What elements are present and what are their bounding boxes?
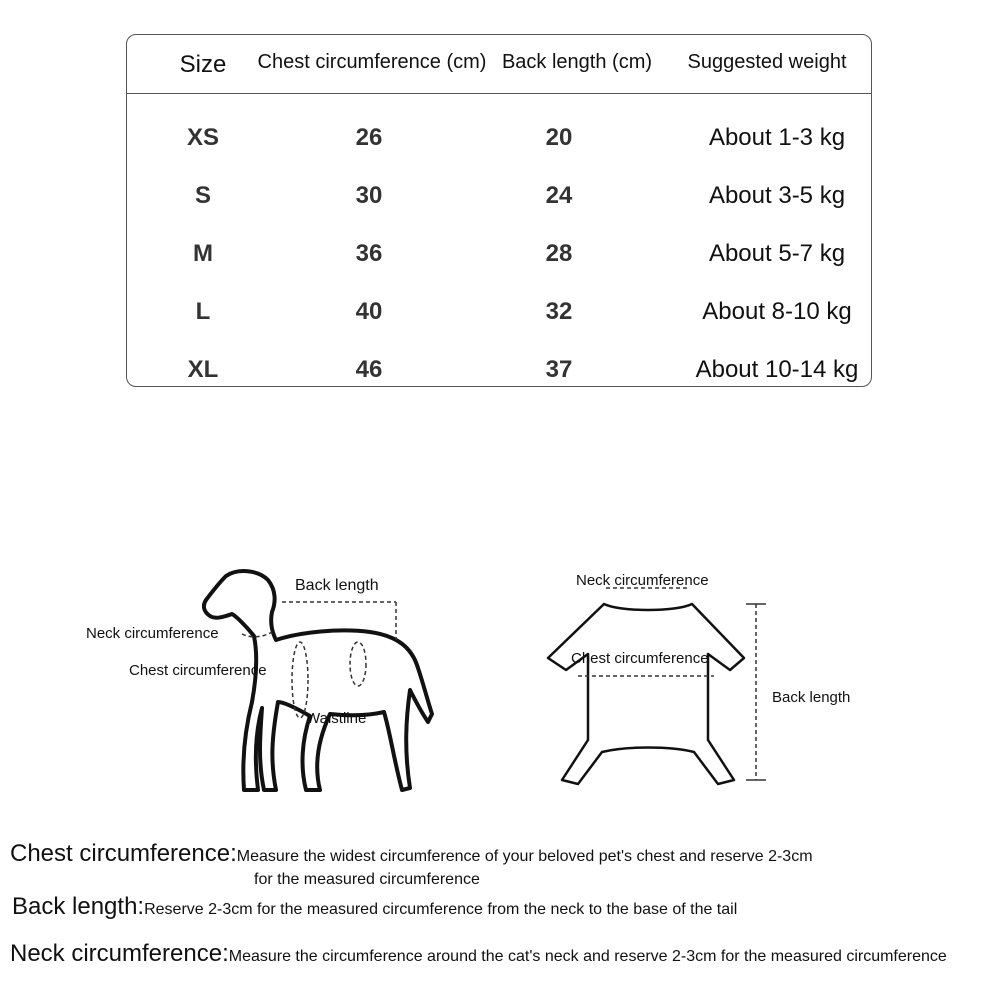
- garment-back-length-label: Back length: [772, 689, 851, 706]
- weight-value: About 8-10 kg: [702, 298, 852, 325]
- note-term: Chest circumference:: [10, 840, 237, 867]
- note-back: [12, 893, 737, 921]
- header-chest: Chest circumference (cm): [257, 51, 487, 73]
- note-term: Neck circumference:: [10, 940, 229, 967]
- note-desc: Reserve 2-3cm for the measured circumference from the neck to the base of the tail: [144, 901, 738, 918]
- back-value: 20: [545, 124, 573, 151]
- weight-value: About 5-7 kg: [708, 240, 846, 267]
- chest-value: 26: [355, 124, 383, 151]
- size-code: M: [193, 240, 213, 267]
- note-term: Back length:: [12, 893, 145, 920]
- size-code: L: [195, 298, 211, 325]
- table-header: [127, 35, 871, 94]
- size-code: XS: [186, 124, 220, 151]
- table-row: [127, 284, 871, 342]
- back-value: 28: [545, 240, 573, 267]
- dog-icon: [0, 540, 1000, 820]
- note-continuation: for the measured circumference: [254, 871, 480, 888]
- back-value: 32: [545, 298, 573, 325]
- weight-value: About 10-14 kg: [695, 356, 859, 383]
- table-row: [127, 342, 871, 400]
- back-value: 24: [545, 182, 573, 209]
- header-back: Back length (cm): [501, 51, 653, 73]
- garment-chest-label: Chest circumference: [571, 650, 709, 667]
- note-desc: Measure the widest circumference of your beloved pet's chest and reserve 2-3cm: [236, 848, 813, 865]
- weight-value: About 3-5 kg: [708, 182, 846, 209]
- note-desc: Measure the circumference around the cat's neck and reserve 2-3cm for the measured circumference: [228, 948, 947, 965]
- dog-chest-label: Chest circumference: [129, 662, 267, 679]
- note-neck: [10, 940, 947, 968]
- back-value: 37: [545, 356, 573, 383]
- chest-value: 40: [355, 298, 383, 325]
- size-table: [126, 34, 872, 387]
- table-row: [127, 168, 871, 226]
- table-row: [127, 110, 871, 168]
- chest-value: 36: [355, 240, 383, 267]
- weight-value: About 1-3 kg: [708, 124, 846, 151]
- header-weight: Suggested weight: [687, 51, 847, 73]
- chest-value: 30: [355, 182, 383, 209]
- size-code: XL: [187, 356, 219, 383]
- measurement-diagrams: [0, 540, 1000, 820]
- garment-neck-label: Neck circumference: [576, 572, 709, 589]
- size-code: S: [194, 182, 212, 209]
- dog-waistline-label: Waistline: [306, 710, 367, 727]
- note-chest: [10, 840, 813, 868]
- dog-back-length-label: Back length: [295, 577, 379, 594]
- header-size: Size: [179, 51, 227, 78]
- dog-neck-label: Neck circumference: [86, 625, 219, 642]
- table-row: [127, 226, 871, 284]
- chest-value: 46: [355, 356, 383, 383]
